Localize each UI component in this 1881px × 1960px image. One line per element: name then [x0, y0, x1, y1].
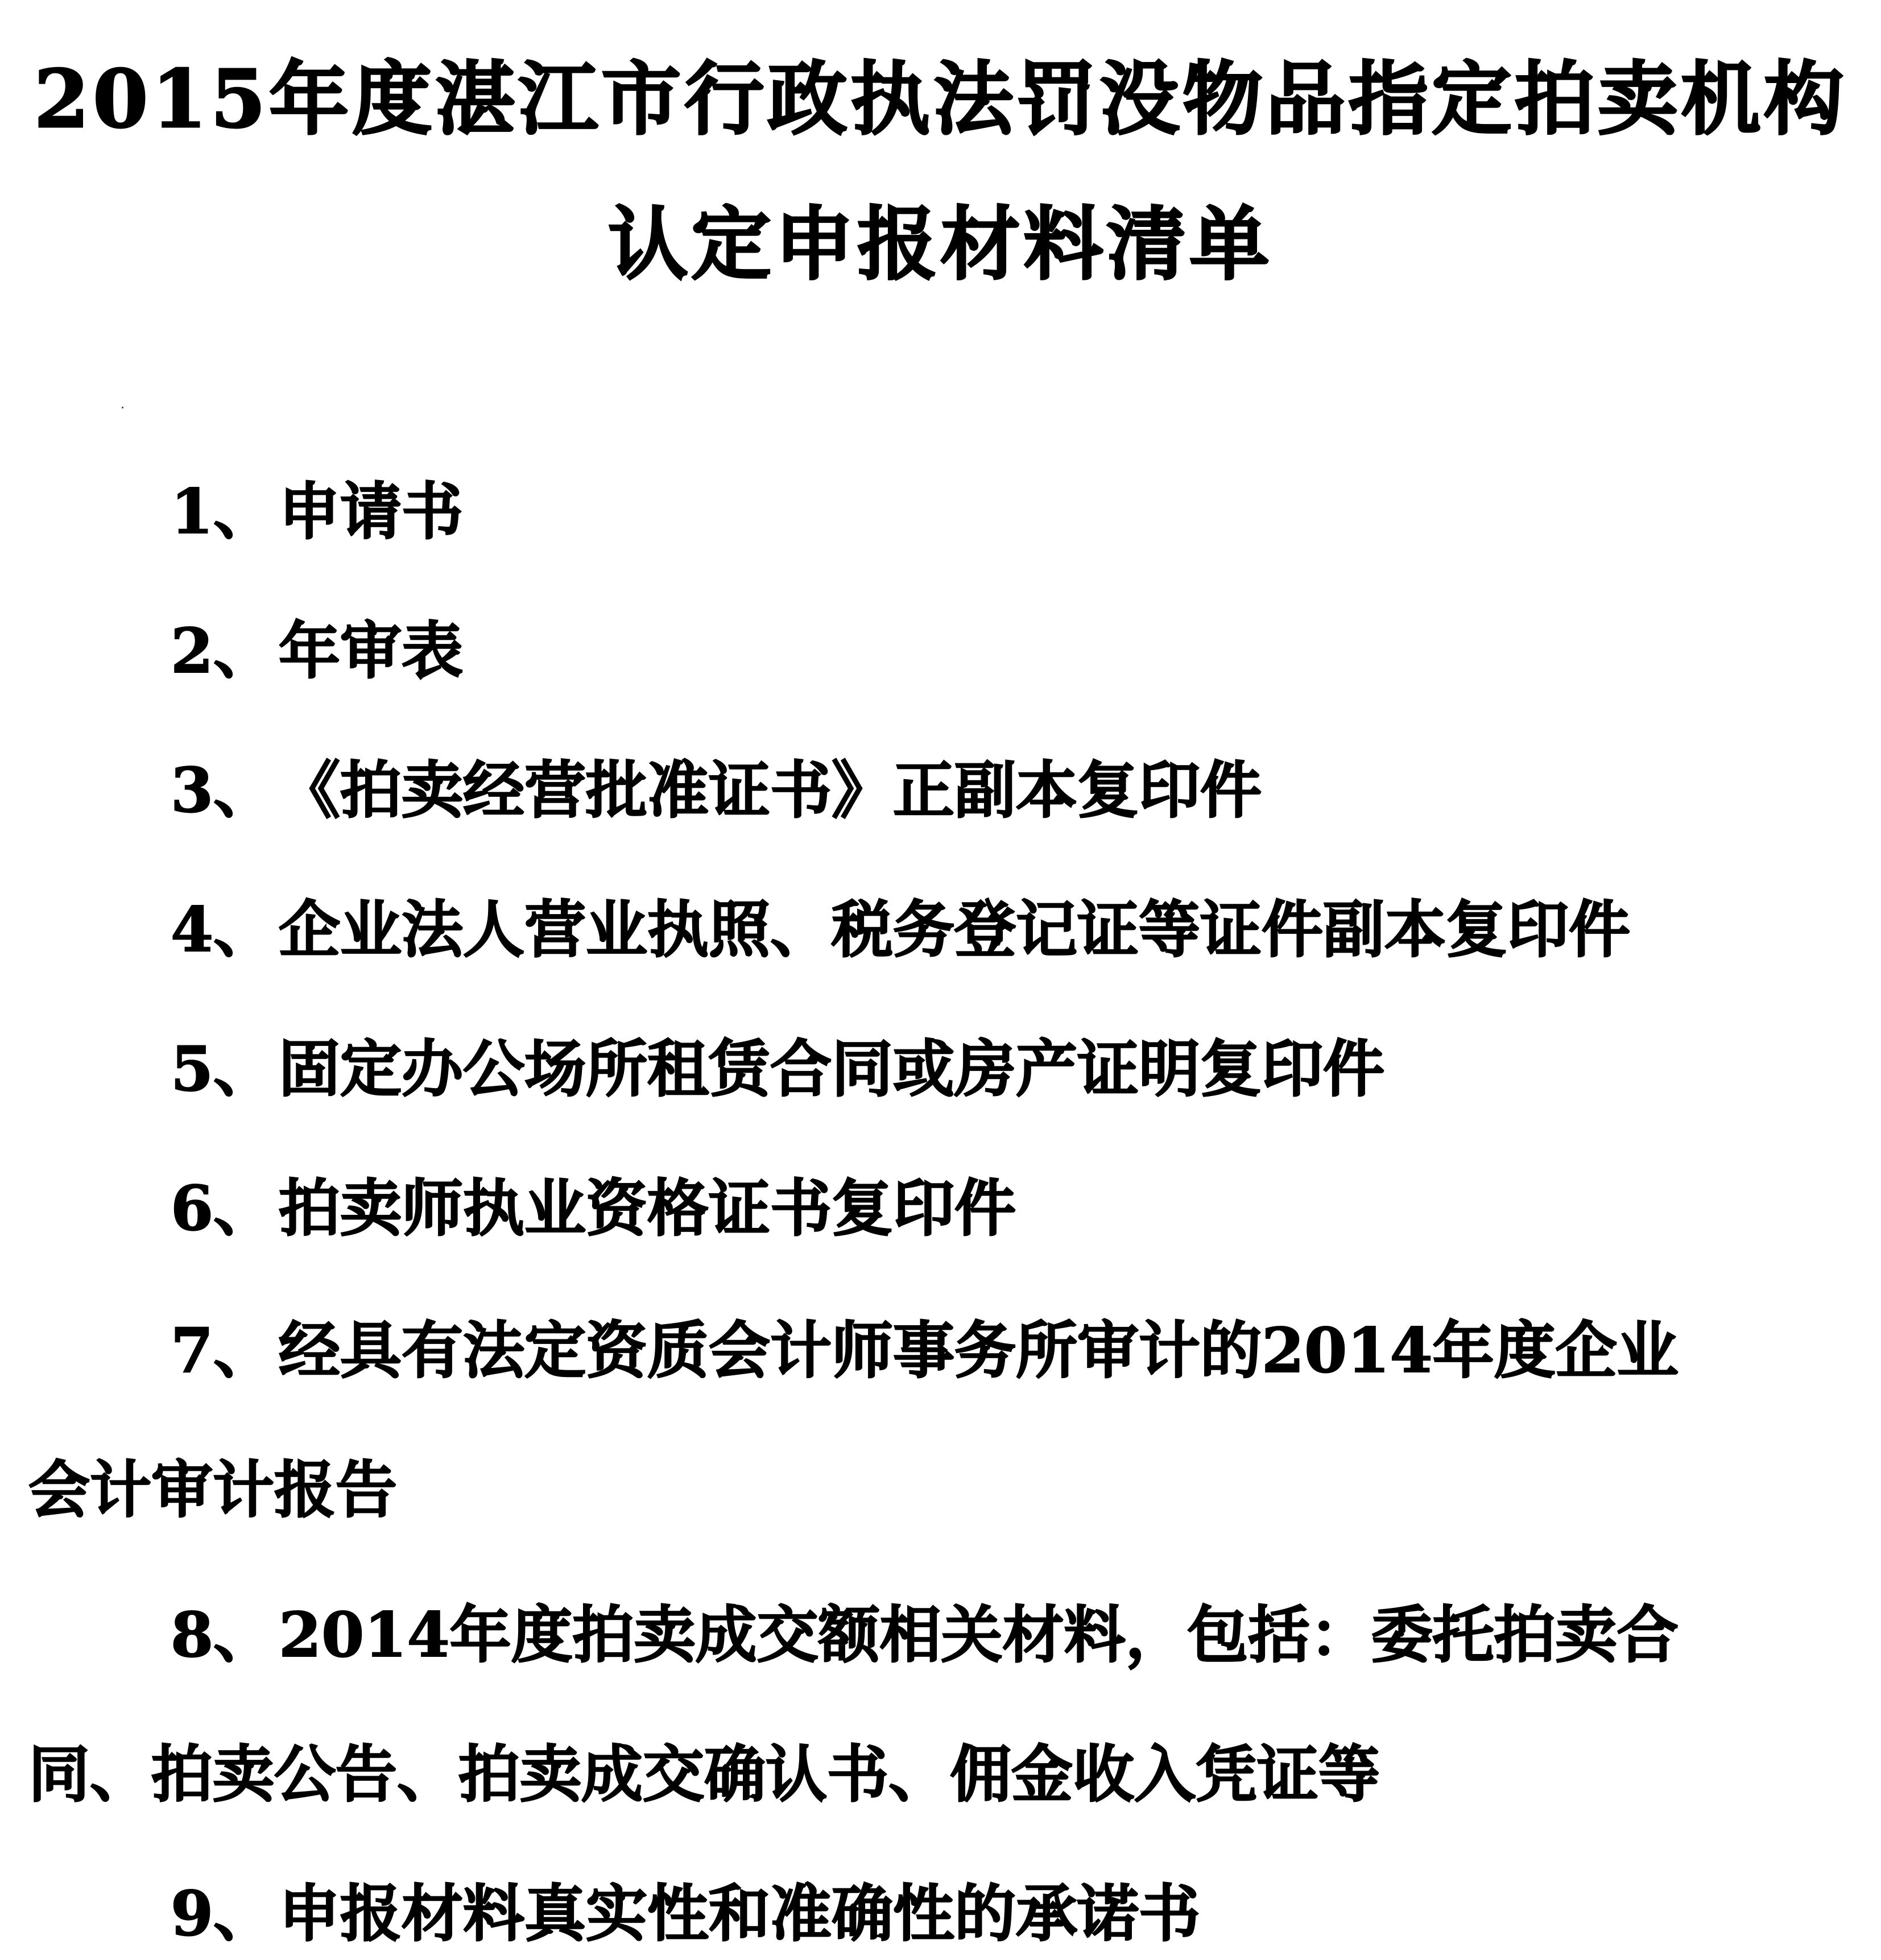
list-item-text: 固定办公场所租赁合同或房产证明复印件 [279, 1033, 1385, 1105]
list-item-text: 申报材料真实性和准确性的承诺书 [279, 1878, 1201, 1950]
list-item-text: 《拍卖经营批准证书》正副本复印件 [279, 755, 1262, 826]
list-item-7 [171, 1311, 1679, 1391]
list-item-number: 1、 [171, 476, 275, 548]
list-item-5 [171, 1029, 1384, 1109]
list-item-number: 8、 [171, 1599, 275, 1671]
list-item-number: 3、 [171, 755, 275, 826]
list-item-7-continuation: 会计审计报告 [28, 1454, 398, 1526]
list-item-text: 2014年度拍卖成交额相关材料，包括：委托拍卖合 [279, 1599, 1679, 1671]
list-item-number: 5、 [171, 1033, 275, 1105]
list-item-number: 7、 [171, 1315, 275, 1387]
scan-speck [122, 407, 123, 408]
list-item-4 [171, 890, 1630, 970]
list-item-8 [171, 1595, 1679, 1675]
list-item-6 [171, 1169, 1016, 1248]
list-item-number: 2、 [171, 615, 275, 687]
list-item-text: 申请书 [279, 476, 464, 548]
list-item-3 [171, 751, 1262, 830]
list-item-number: 4、 [171, 894, 275, 966]
list-item-text: 企业法人营业执照、税务登记证等证件副本复印件 [279, 894, 1631, 966]
list-item-number: 9、 [171, 1878, 275, 1950]
document-title-line-2: 认定申报材料清单 [608, 198, 1273, 291]
list-item-8-continuation: 同、拍卖公告、拍卖成交确认书、佣金收入凭证等 [28, 1739, 1380, 1810]
document-title-line-1: 2015年度湛江市行政执法罚没物品指定拍卖机构 [34, 53, 1847, 146]
list-item-2 [171, 611, 463, 691]
list-item-text: 年审表 [279, 615, 464, 687]
list-item-text: 经具有法定资质会计师事务所审计的2014年度企业 [279, 1315, 1679, 1387]
list-item-number: 6、 [171, 1173, 275, 1244]
list-item-1 [171, 472, 463, 552]
list-item-text: 拍卖师执业资格证书复印件 [279, 1173, 1016, 1244]
list-item-9 [171, 1874, 1200, 1954]
